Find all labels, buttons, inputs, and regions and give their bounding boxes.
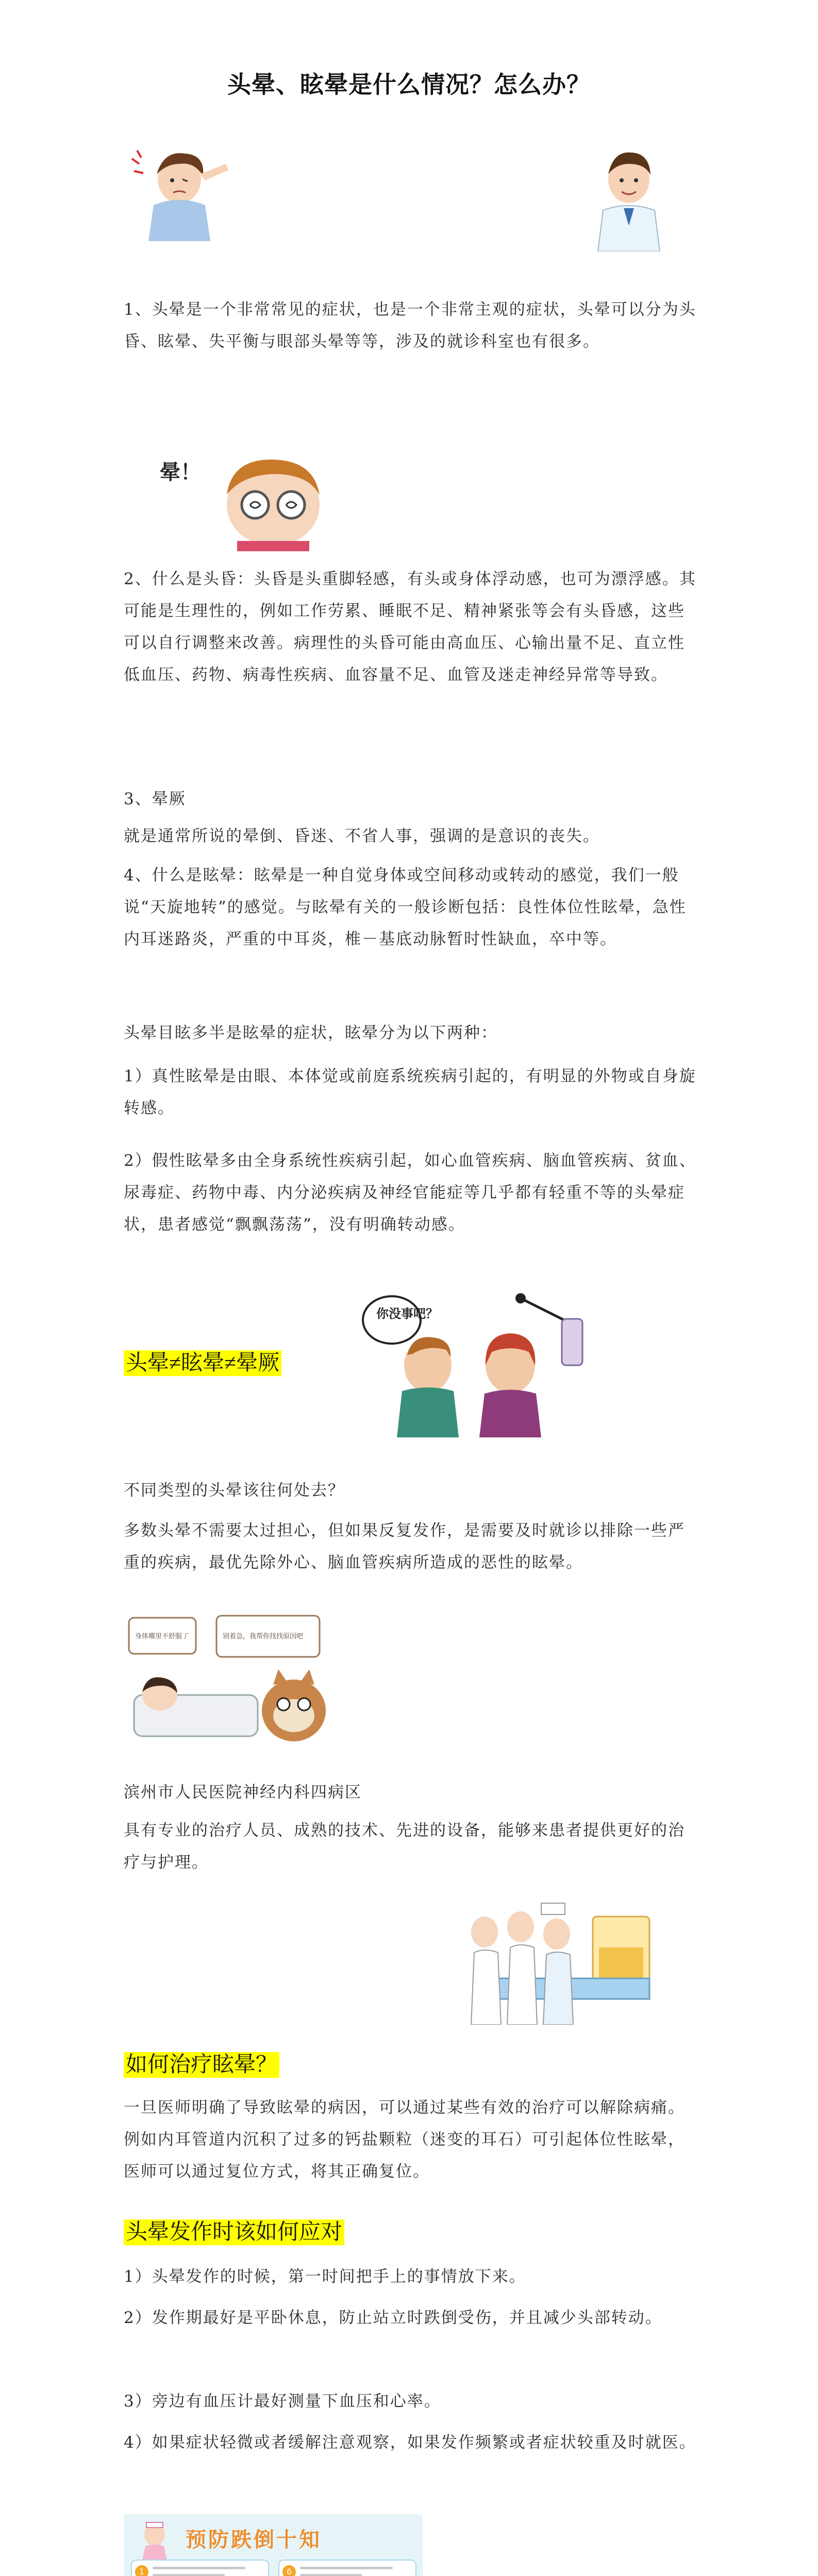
doctor-illustration xyxy=(588,143,670,251)
sick-girl-cat-illustration xyxy=(124,1607,340,1752)
paragraph-true-vertigo: 1）真性眩晕是由眼、本体觉或前庭系统疾病引起的，有明显的外物或自身旋转感。 xyxy=(124,1067,696,1117)
sick-girl-cat-icon xyxy=(124,1607,340,1752)
paragraph-step-4: 4）如果症状轻微或者缓解注意观察，如果发作频繁或者症状较重及时就医。 xyxy=(124,2433,696,2452)
doctor-speech-text: 你没事吧？ xyxy=(376,1307,438,1321)
dizzy-person-illustration xyxy=(123,143,241,241)
elderly-couple-icon xyxy=(356,1288,598,1437)
highlight-text: 如何治疗眩晕？ xyxy=(124,2052,279,2078)
highlight-text: 头晕发作时该如何应对 xyxy=(124,2219,344,2245)
paragraph-step-1: 1）头晕发作的时候，第一时间把手上的事情放下来。 xyxy=(124,2267,526,2286)
paragraph-syncope-definition: 就是通常所说的晕倒、昏迷、不省人事，强调的是意识的丧失。 xyxy=(124,827,600,845)
dizzy-person-icon xyxy=(123,143,241,241)
paragraph-vertigo-definition: 4、什么是眩晕：眩晕是一种自觉身体或空间移动或转动的感觉，我们一般说“天旋地转”的感觉。与眩晕有关的一般诊断包括：良性体位性眩晕，急性内耳迷路炎，严重的中耳炎，椎－基底动脉暂时性缺血，卒中等。 xyxy=(124,866,687,948)
paragraph-intro: 1、头晕是一个非常常见的症状，也是一个非常主观的症状，头晕可以分为头昏、眩晕、失平衡与眼部头晕等等，涉及的就诊科室也有很多。 xyxy=(124,300,696,351)
paragraph-treatment: 一旦医师明确了导致眩晕的病因，可以通过某些有效的治疗可以解除病痛。例如内耳管道内沉积了过多的钙盐颗粒（迷变的耳石）可引起体位性眩晕，医师可以通过复位方式，将其正确复位。 xyxy=(124,2098,685,2181)
pillow-bubble-text: 身体哪里不舒服了 xyxy=(135,1633,189,1640)
cat-bubble-text: 别着急，我帮你找找原因吧 xyxy=(223,1633,304,1640)
highlight-heading-attack-response xyxy=(124,2218,344,2247)
paragraph-dizziness-definition: 2、什么是头昏：头昏是头重脚轻感，有头或身体浮动感，也可为漂浮感。其可能是生理性的，例如工作劳累、睡眠不足、精神紧张等会有头昏感，这些可以自行调整来改善。病理性的头昏可能由高血压、心输出量不足、直立性低血压、药物、病毒性疾病、血容量不足、血管及迷走神经异常等导致。 xyxy=(124,570,696,684)
paragraph-vertigo-types: 头晕目眩多半是眩晕的症状，眩晕分为以下两种： xyxy=(124,1024,498,1042)
poster-tips-grid xyxy=(124,2555,423,2576)
paragraph-hospital-name: 滨州市人民医院神经内科四病区 xyxy=(124,1783,362,1802)
elderly-couple-illustration xyxy=(356,1288,598,1437)
paragraph-when-to-see-doctor: 多数头晕不需要太过担心，但如果反复发作，是需要及时就诊以排除一些严重的疾病，最优先除外心、脑血管疾病所造成的恶性的眩晕。 xyxy=(124,1521,685,1572)
highlight-heading-distinction xyxy=(124,1349,281,1378)
highlight-text: 头晕≠眩晕≠晕厥 xyxy=(124,1350,281,1376)
paragraph-hospital-description: 具有专业的治疗人员、成熟的技术、先进的设备，能够来患者提供更好的治疗与护理。 xyxy=(124,1821,685,1872)
paragraph-step-3: 3）旁边有血压计最好测量下血压和心率。 xyxy=(124,2392,441,2411)
dizzy-speech-text: 晕！ xyxy=(160,461,201,484)
highlight-heading-treatment xyxy=(124,2050,279,2079)
paragraph-step-2: 2）发作期最好是平卧休息，防止站立时跌倒受伤，并且减少头部转动。 xyxy=(124,2309,662,2327)
page-title: 头晕、眩晕是什么情况？怎么办？ xyxy=(227,71,591,98)
poster-tip-card: 1 xyxy=(131,2560,269,2576)
doctor-icon xyxy=(588,143,670,251)
nurse-icon xyxy=(134,2519,175,2561)
paragraph-where-to-go: 不同类型的头晕该往何处去？ xyxy=(124,1481,345,1500)
fall-prevention-poster xyxy=(124,2514,423,2576)
poster-title: 预防跌倒十知 xyxy=(186,2528,322,2552)
poster-tip-card: 6 xyxy=(278,2560,416,2576)
dizzy-girl-illustration xyxy=(155,448,345,551)
paragraph-syncope-heading: 3、晕厥 xyxy=(124,790,186,808)
dizzy-girl-icon xyxy=(155,448,345,551)
medical-team-icon xyxy=(464,1896,655,2025)
medical-team-illustration xyxy=(464,1896,655,2025)
paragraph-pseudo-vertigo: 2）假性眩晕多由全身系统性疾病引起，如心血管疾病、脑血管疾病、贫血、尿毒症、药物中毒、内分泌疾病及神经官能症等几乎都有轻重不等的头晕症状，患者感觉“飘飘荡荡”，没有明确转动感。 xyxy=(124,1151,696,1234)
